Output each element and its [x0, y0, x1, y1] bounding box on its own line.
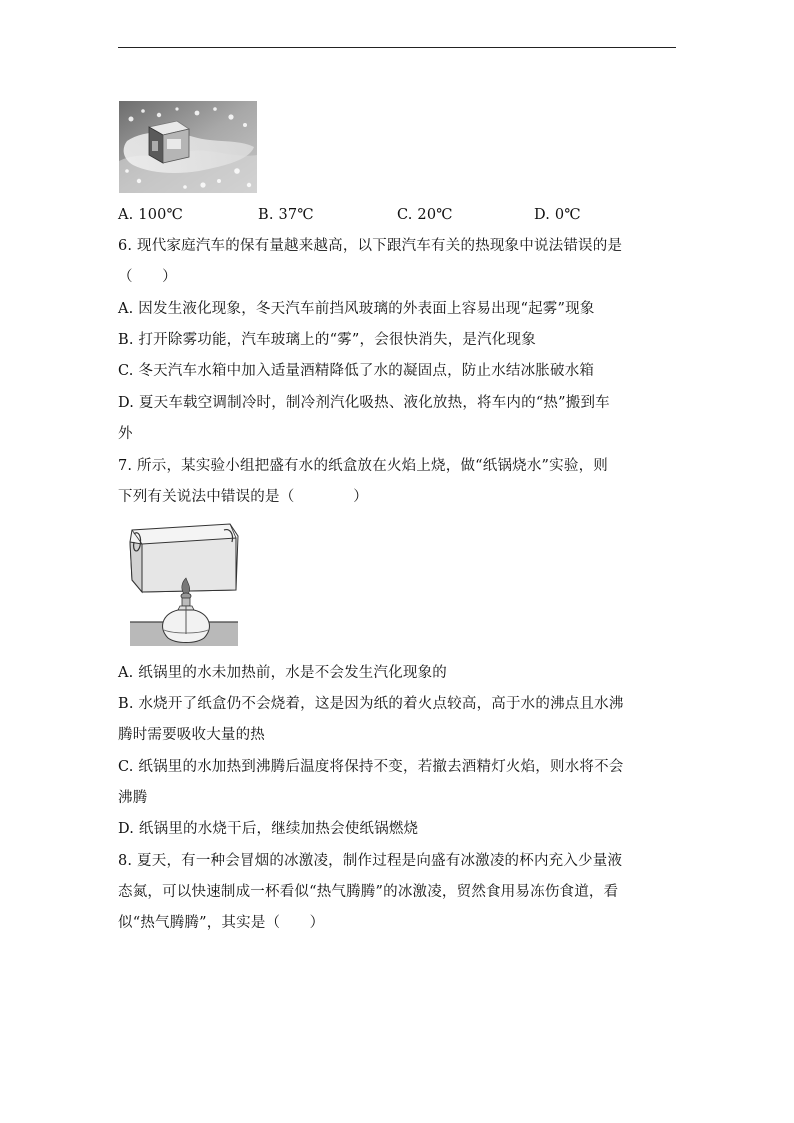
- q6-option-c: C. 冬天汽车水箱中加入适量酒精降低了水的凝固点，防止水结冰胀破水箱: [118, 363, 595, 379]
- q6-option-b: B. 打开除雾功能，汽车玻璃上的“雾”，会很快消失，是汽化现象: [118, 332, 536, 348]
- q5-option-c: C. 20℃: [397, 207, 453, 223]
- paper-pot-image: [128, 522, 240, 650]
- q7-option-a: A. 纸锅里的水未加热前，水是不会发生汽化现象的: [118, 665, 447, 681]
- header-rule: [118, 47, 676, 48]
- q6-option-d-line1: D. 夏天车载空调制冷时，制冷剂汽化吸热、液化放热，将车内的“热”搬到车: [118, 395, 610, 411]
- q7-option-b-line2: 腾时需要吸收大量的热: [118, 727, 265, 743]
- q5-option-d: D. 0℃: [534, 207, 581, 223]
- q6-stem-line2: （ ）: [118, 269, 177, 285]
- q7-option-d: D. 纸锅里的水烧干后，继续加热会使纸锅燃烧: [118, 821, 419, 837]
- q7-option-c-line2: 沸腾: [118, 790, 148, 806]
- q7-stem-line1: 7. 所示，某实验小组把盛有水的纸盒放在火焰上烧，做“纸锅烧水”实验，则: [118, 458, 608, 474]
- q6-option-a: A. 因发生液化现象，冬天汽车前挡风玻璃的外表面上容易出现“起雾”现象: [118, 301, 595, 317]
- q7-option-b-line1: B. 水烧开了纸盒仍不会烧着，这是因为纸的着火点较高，高于水的沸点且水沸: [118, 696, 624, 712]
- q5-options-row: [118, 205, 678, 225]
- q8-stem-line2: 态氮，可以快速制成一杯看似“热气腾腾”的冰激凌，贸然食用易冻伤食道，看: [118, 884, 619, 900]
- q6-option-d-line2: 外: [118, 426, 133, 442]
- ice-cube-image: [119, 101, 257, 193]
- q5-option-b: B. 37℃: [258, 207, 314, 223]
- q7-stem-line2: 下列有关说法中错误的是（ ）: [118, 489, 368, 505]
- q7-option-c-line1: C. 纸锅里的水加热到沸腾后温度将保持不变，若撤去酒精灯火焰，则水将不会: [118, 759, 624, 775]
- q8-stem-line3: 似“热气腾腾”，其实是（ ）: [118, 915, 325, 931]
- q5-option-a: A. 100℃: [118, 207, 183, 223]
- q8-stem-line1: 8. 夏天，有一种会冒烟的冰激凌，制作过程是向盛有冰激凌的杯内充入少量液: [118, 853, 623, 869]
- q6-stem-line1: 6. 现代家庭汽车的保有量越来越高，以下跟汽车有关的热现象中说法错误的是: [118, 238, 623, 254]
